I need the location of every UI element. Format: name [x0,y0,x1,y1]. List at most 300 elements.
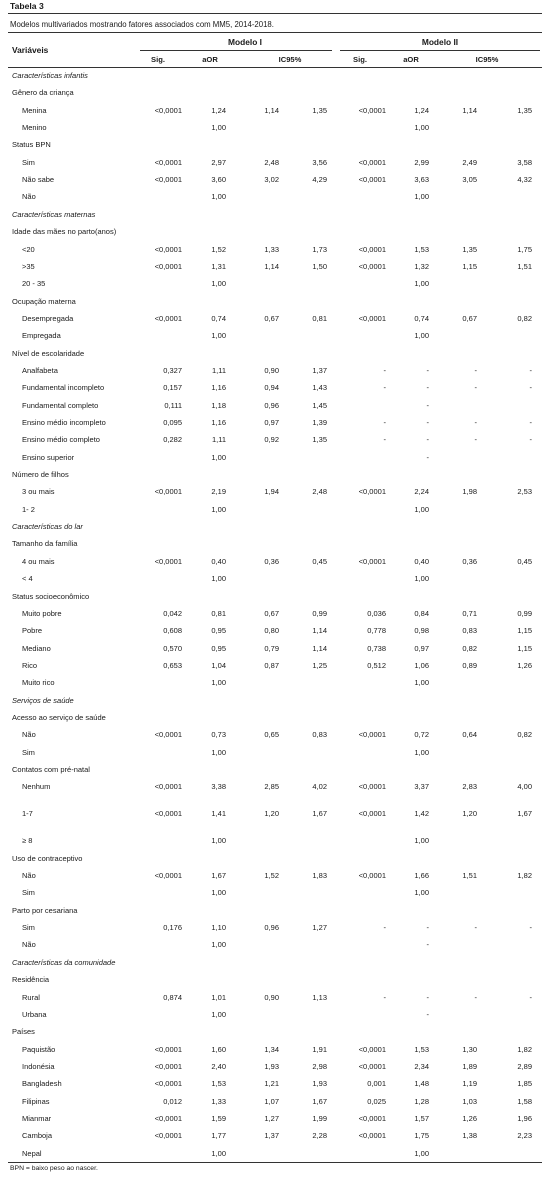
table-row [10,173,540,187]
cell-value: 0,40 [414,556,429,566]
cell-value: <0,0001 [358,730,386,740]
cell-value: 1,51 [462,871,477,881]
cell-value: 1,00 [211,123,226,133]
cell-value: 1,99 [312,1113,327,1123]
cell-value: 1,50 [312,261,327,271]
cell-value: - [529,435,532,445]
cell-value: <0,0001 [358,487,386,497]
row-label: Mediano [22,643,51,653]
cell-value: 3,60 [211,175,226,185]
cell-value: 0,036 [367,608,386,618]
cell-value: <0,0001 [154,313,182,323]
cell-value: 1,00 [211,836,226,846]
cell-value: 0,90 [264,365,279,375]
cell-value: 1,26 [517,660,532,670]
cell-value: 1,37 [312,365,327,375]
cell-value: 0,36 [462,556,477,566]
cell-value: 0,92 [264,435,279,445]
group-label: Contatos com pré-natal [12,765,90,774]
cell-value: 1,15 [517,643,532,653]
table-row [10,780,540,794]
cell-value: 2,83 [462,782,477,792]
cell-value: 1,18 [211,400,226,410]
cell-value: 1,04 [211,660,226,670]
group-row [10,711,540,725]
group-row [10,225,540,239]
row-label: Não [22,871,36,881]
cell-value: 0,83 [312,730,327,740]
cell-value: 1,33 [211,1096,226,1106]
cell-value: 1,06 [414,660,429,670]
table-row [10,1147,540,1161]
row-label: Não [22,192,36,202]
cell-value: <0,0001 [154,261,182,271]
cell-value: 0,99 [312,608,327,618]
cell-value: 3,63 [414,175,429,185]
cell-value: 1,98 [462,487,477,497]
table-row [10,1095,540,1109]
cell-value: 4,00 [517,782,532,792]
table-row [10,938,540,952]
cell-value: 0,80 [264,626,279,636]
cell-value: 2,34 [414,1061,429,1071]
cell-value: 0,96 [264,923,279,933]
cell-value: 0,778 [367,626,386,636]
cell-value: <0,0001 [358,175,386,185]
table-row [10,1043,540,1057]
row-label: Pobre [22,626,43,636]
subheader-sig-2: Sig. [353,55,367,64]
cell-value: 1,11 [211,365,226,375]
cell-value: 2,24 [414,487,429,497]
table-row [10,156,540,170]
cell-value: 1,16 [211,418,226,427]
cell-value: 0,97 [264,418,279,427]
cell-value: 3,02 [264,175,279,185]
table-row [10,1060,540,1074]
cell-value: 2,99 [414,157,429,167]
row-label: Nenhum [22,782,51,792]
cell-value: 1,28 [414,1096,429,1106]
cell-value: 0,738 [367,643,386,653]
cell-value: <0,0001 [358,809,386,819]
row-label: Paquistão [22,1044,56,1054]
cell-value: 0,87 [264,660,279,670]
cell-value: 0,97 [414,643,429,653]
cell-value: 1,34 [264,1044,279,1054]
cell-value: 1,01 [211,992,226,1002]
cell-value: 1,96 [517,1113,532,1123]
cell-value: 1,91 [312,1044,327,1054]
row-label: Sim [22,747,35,757]
cell-value: <0,0001 [358,313,386,323]
cell-value: 1,14 [312,626,327,636]
cell-value: 1,14 [462,105,477,115]
table-row [10,642,540,656]
cell-value: <0,0001 [154,1061,182,1071]
cell-value: 1,00 [211,331,226,341]
row-label: 20 - 35 [22,279,46,289]
row-label: >35 [22,261,35,271]
table-row [10,886,540,900]
cell-value: 1,00 [414,192,429,202]
cell-value: 0,95 [211,626,226,636]
group-label: Uso de contraceptivo [12,853,83,863]
cell-value: - [383,383,386,393]
table-row [10,869,540,883]
cell-value: - [474,992,477,1002]
cell-value: 0,025 [367,1096,386,1106]
cell-value: - [529,418,532,427]
cell-value: 1,67 [517,809,532,819]
cell-value: 1,16 [211,383,226,393]
cell-value: 1,41 [211,809,226,819]
cell-value: 0,94 [264,383,279,393]
row-label: Bangladesh [22,1079,62,1089]
cell-value: - [426,435,429,445]
row-label: Fundamental completo [22,400,99,410]
group-row [10,138,540,152]
table-row [10,921,540,935]
row-label: Mianmar [22,1113,52,1123]
cell-value: 0,67 [462,313,477,323]
table-row [10,624,540,638]
cell-value: - [474,923,477,933]
cell-value: <0,0001 [154,244,182,254]
section-label: Características da comunidade [12,957,116,967]
cell-value: 1,57 [414,1113,429,1123]
model1-header: Modelo I [228,37,262,47]
row-label: Ensino médio incompleto [22,418,106,427]
row-label: Menino [22,123,47,133]
cell-value: 3,38 [211,782,226,792]
table-row [10,312,540,326]
cell-value: 1,67 [211,871,226,881]
cell-value: - [426,1009,429,1019]
row-label: Empregada [22,331,61,341]
cell-value: <0,0001 [358,871,386,881]
cell-value: 1,00 [414,1148,429,1158]
cell-value: 1,43 [312,383,327,393]
row-label: Ensino médio completo [22,435,100,445]
cell-value: 1,00 [211,678,226,688]
cell-value: 3,37 [414,782,429,792]
cell-value: 1,53 [211,1079,226,1089]
group-row [10,86,540,100]
cell-value: 1,00 [211,1148,226,1158]
cell-value: 0,570 [163,643,182,653]
cell-value: - [426,923,429,933]
cell-value: 0,96 [264,400,279,410]
cell-value: - [474,435,477,445]
table-row [10,381,540,395]
cell-value: 1,94 [264,487,279,497]
group-label: Acesso ao serviço de saúde [12,712,106,722]
row-label: Não [22,730,36,740]
cell-value: 1,30 [462,1044,477,1054]
row-label: Ensino superior [22,452,75,462]
cell-value: 1,67 [312,1096,327,1106]
cell-value: 1,00 [211,279,226,289]
cell-value: 0,81 [211,608,226,618]
cell-value: 2,40 [211,1061,226,1071]
cell-value: 0,012 [163,1096,182,1106]
group-label: Número de filhos [12,470,69,480]
cell-value: 0,042 [163,608,182,618]
cell-value: 0,111 [164,400,182,410]
section-row [10,694,540,708]
cell-value: <0,0001 [358,1044,386,1054]
group-label: Parto por cesariana [12,905,78,915]
cell-value: 0,82 [517,730,532,740]
cell-value: 0,64 [462,730,477,740]
group-label: Ocupação materna [12,296,76,306]
cell-value: 0,095 [163,418,182,427]
row-label: 3 ou mais [22,487,55,497]
group-row [10,537,540,551]
table-row [10,728,540,742]
row-label: Desempregada [22,313,74,323]
cell-value: 1,59 [211,1113,226,1123]
row-label: 1-7 [22,809,33,819]
cell-value: 1,33 [264,244,279,254]
group-label: Tamanho da família [12,539,78,549]
cell-value: 0,73 [211,730,226,740]
row-label: Nepal [22,1148,42,1158]
cell-value: 1,67 [312,809,327,819]
cell-value: 0,001 [367,1079,386,1089]
group-label: Status BPN [12,140,51,150]
cell-value: - [383,365,386,375]
cell-value: 2,48 [312,487,327,497]
cell-value: 3,58 [517,157,532,167]
cell-value: 0,65 [264,730,279,740]
cell-value: 0,82 [462,643,477,653]
table-row [10,1129,540,1143]
cell-value: 1,00 [414,574,429,584]
cell-value: 0,157 [163,383,182,393]
cell-value: <0,0001 [358,1113,386,1123]
table-row [10,991,540,1005]
cell-value: 1,89 [462,1061,477,1071]
cell-value: 4,02 [312,782,327,792]
cell-value: 0,74 [211,313,226,323]
cell-value: 1,39 [312,418,327,427]
table-row [10,607,540,621]
section-label: Características maternas [12,209,96,219]
section-row [10,69,540,83]
cell-value: <0,0001 [358,556,386,566]
cell-value: 1,15 [517,626,532,636]
cell-value: <0,0001 [358,157,386,167]
cell-value: 1,20 [264,809,279,819]
cell-value: 0,99 [517,608,532,618]
cell-value: 0,282 [163,435,182,445]
cell-value: <0,0001 [154,809,182,819]
table-row [10,555,540,569]
cell-value: 2,85 [264,782,279,792]
table-label: Tabela 3 [10,1,44,11]
row-label: Muito rico [22,678,55,688]
cell-value: 1,00 [414,279,429,289]
row-label: Rico [22,660,38,670]
cell-value: <0,0001 [154,105,182,115]
cell-value: 1,00 [211,888,226,898]
row-label: Camboja [22,1131,53,1141]
row-label: < 4 [22,574,33,584]
row-label: Não [22,940,36,950]
cell-value: <0,0001 [154,487,182,497]
cell-value: 0,81 [312,313,327,323]
cell-value: 0,176 [163,923,182,933]
cell-value: 1,10 [211,923,226,933]
cell-value: 0,67 [264,313,279,323]
cell-value: 1,03 [462,1096,477,1106]
cell-value: 1,58 [517,1096,532,1106]
cell-value: 1,42 [414,809,429,819]
cell-value: - [383,923,386,933]
cell-value: 1,00 [414,836,429,846]
cell-value: 2,97 [211,157,226,167]
cell-value: - [474,383,477,393]
group-row [10,295,540,309]
cell-value: 0,90 [264,992,279,1002]
cell-value: <0,0001 [358,105,386,115]
subheader-ic-2: IC95% [475,55,499,64]
table-row [10,834,540,848]
table-row [10,399,540,413]
cell-value: 0,74 [414,313,429,323]
cell-value: 1,48 [414,1079,429,1089]
cell-value: 1,37 [264,1131,279,1141]
cell-value: 1,14 [264,261,279,271]
cell-value: 1,00 [211,940,226,950]
cell-value: 2,89 [517,1061,532,1071]
row-label: Filipinas [22,1096,50,1106]
cell-value: 3,05 [462,175,477,185]
cell-value: - [426,400,429,410]
cell-value: 0,45 [312,556,327,566]
model2-rule [340,50,540,51]
subheader-sig-1: Sig. [151,55,165,64]
cell-value: <0,0001 [358,244,386,254]
cell-value: 4,32 [517,175,532,185]
cell-value: 0,67 [264,608,279,618]
cell-value: 1,20 [462,809,477,819]
cell-value: 3,56 [312,157,327,167]
table-row [10,190,540,204]
row-label: Não sabe [22,175,55,185]
table-row [10,243,540,257]
cell-value: 1,85 [517,1079,532,1089]
cell-value: - [474,365,477,375]
cell-value: 0,95 [211,643,226,653]
row-label: Indonésia [22,1061,55,1071]
cell-value: 1,83 [312,871,327,881]
cell-value: 1,31 [211,261,226,271]
cell-value: <0,0001 [154,871,182,881]
footnote: BPN = baixo peso ao nascer. [10,1165,98,1172]
row-label: Sim [22,923,35,933]
cell-value: - [529,383,532,393]
cell-value: 1,35 [312,105,327,115]
cell-value: 1,35 [462,244,477,254]
group-label: Status socioeconômico [12,591,90,601]
group-label: Países [12,1027,35,1037]
group-row [10,763,540,777]
subheader-aor-2: aOR [403,55,419,64]
cell-value: 2,49 [462,157,477,167]
cell-value: 1,51 [517,261,532,271]
table-row [10,807,540,821]
cell-value: 1,35 [517,105,532,115]
cell-value: - [474,418,477,427]
cell-value: 1,00 [211,452,226,462]
cell-value: <0,0001 [154,157,182,167]
cell-value: 1,13 [312,992,327,1002]
cell-value: 1,35 [312,435,327,445]
table-row [10,451,540,465]
row-label: Muito pobre [22,608,62,618]
cell-value: 1,15 [462,261,477,271]
cell-value: 1,82 [517,871,532,881]
section-row [10,520,540,534]
row-label: <20 [22,244,35,254]
group-row [10,590,540,604]
cell-value: - [426,940,429,950]
table-row [10,433,540,447]
cell-value: - [383,418,386,427]
cell-value: 0,512 [367,660,386,670]
cell-value: 0,79 [264,643,279,653]
cell-value: <0,0001 [358,782,386,792]
cell-value: 1,52 [211,244,226,254]
variable-header: Variáveis [12,45,49,55]
cell-value: <0,0001 [358,1131,386,1141]
cell-value: 1,38 [462,1131,477,1141]
cell-value: <0,0001 [154,556,182,566]
table-row [10,364,540,378]
top-rule [8,13,542,14]
caption-rule [8,32,542,33]
group-row [10,973,540,987]
cell-value: 1,00 [414,331,429,341]
cell-value: 2,23 [517,1131,532,1141]
model1-rule [140,50,332,51]
cell-value: 2,28 [312,1131,327,1141]
cell-value: 1,19 [462,1079,477,1089]
cell-value: <0,0001 [358,261,386,271]
group-label: Nível de escolaridade [12,348,85,358]
table-row [10,746,540,760]
table-row [10,1112,540,1126]
header-rule [8,67,542,68]
cell-value: 1,27 [264,1113,279,1123]
table-row [10,329,540,343]
cell-value: - [383,435,386,445]
row-label: Fundamental incompleto [22,383,105,393]
cell-value: 0,82 [517,313,532,323]
cell-value: 1,75 [517,244,532,254]
cell-value: - [426,452,429,462]
cell-value: - [426,365,429,375]
cell-value: 2,98 [312,1061,327,1071]
cell-value: 1,11 [211,435,226,445]
section-label: Características do lar [12,522,83,532]
table-row [10,503,540,517]
cell-value: - [529,992,532,1002]
cell-value: 1,00 [414,888,429,898]
